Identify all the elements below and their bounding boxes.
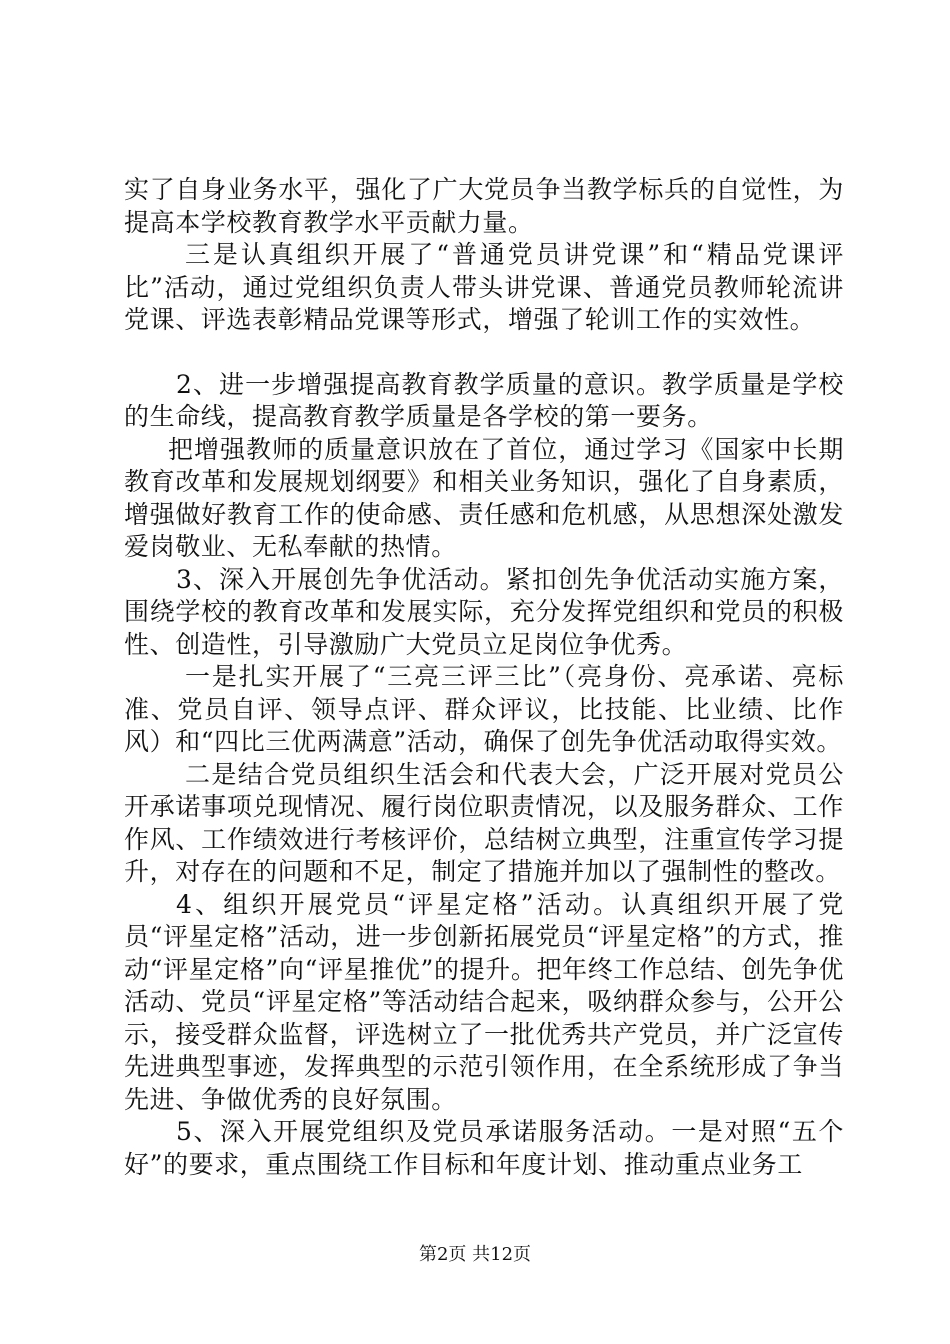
paragraph-quality-awareness: 把增强教师的质量意识放在了首位，通过学习《国家中长期教育改革和发展规划纲要》和相关业务知识，强化了自身素质，增强做好教育工作的使命感、责任感和危机感，从思想深处激发爱岗敬业、无私奉献的热情。 [124, 434, 844, 561]
paragraph-continuation: 实了自身业务水平，强化了广大党员争当教学标兵的自觉性，为提高本学校教育教学水平贡献力量。 [124, 175, 844, 237]
document-body [124, 174, 844, 1181]
paragraph-item-1-three-shows: 一是扎实开展了“三亮三评三比”（亮身份、亮承诺、亮标准、党员自评、领导点评、群众评议，比技能、比业绩、比作风）和“四比三优两满意”活动，确保了创先争优活动取得实效。 [124, 662, 844, 756]
paragraph-item-3-party-lecture: 三是认真组织开展了“普通党员讲党课”和“精品党课评比”活动，通过党组织负责人带头讲党课、普通党员教师轮流讲党课、评选表彰精品党课等形式，增强了轮训工作的实效性。 [124, 240, 844, 334]
paragraph-section-2-heading: 2、进一步增强提高教育教学质量的意识。教学质量是学校的生命线，提高教育教学质量是各学校的第一要务。 [124, 369, 844, 431]
paragraph-section-3-heading: 3、深入开展创先争优活动。紧扣创先争优活动实施方案，围绕学校的教育改革和发展实际，充分发挥党组织和党员的积极性、创造性，引导激励广大党员立足岗位争优秀。 [124, 564, 844, 659]
paragraph-section-5-heading: 5、深入开展党组织及党员承诺服务活动。一是对照“五个好”的要求，重点围绕工作目标和年度计划、推动重点业务工 [124, 1117, 844, 1179]
paragraph-section-4-heading: 4、组织开展党员“评星定格”活动。认真组织开展了党员“评星定格”活动，进一步创新拓展党员“评星定格”的方式，推动“评星定格”向“评星推优”的提升。把年终工作总结、创先争优活动、党员“评星定格”等活动结合起来，吸纳群众参与，公开公示，接受群众监督，评选树立了一批优秀共产党员，并广泛宣传先进典型事迹，发挥典型的示范引领作用，在全系统形成了争当先进、争做优秀的良好氛围。 [124, 889, 844, 1114]
page-number-footer: 第2页 共12页 [418, 1244, 532, 1265]
paragraph-item-2-evaluation: 二是结合党员组织生活会和代表大会，广泛开展对党员公开承诺事项兑现情况、履行岗位职责情况，以及服务群众、工作作风、工作绩效进行考核评价，总结树立典型，注重宣传学习提升，对存在的问题和不足，制定了措施并加以了强制性的整改。 [124, 759, 844, 886]
